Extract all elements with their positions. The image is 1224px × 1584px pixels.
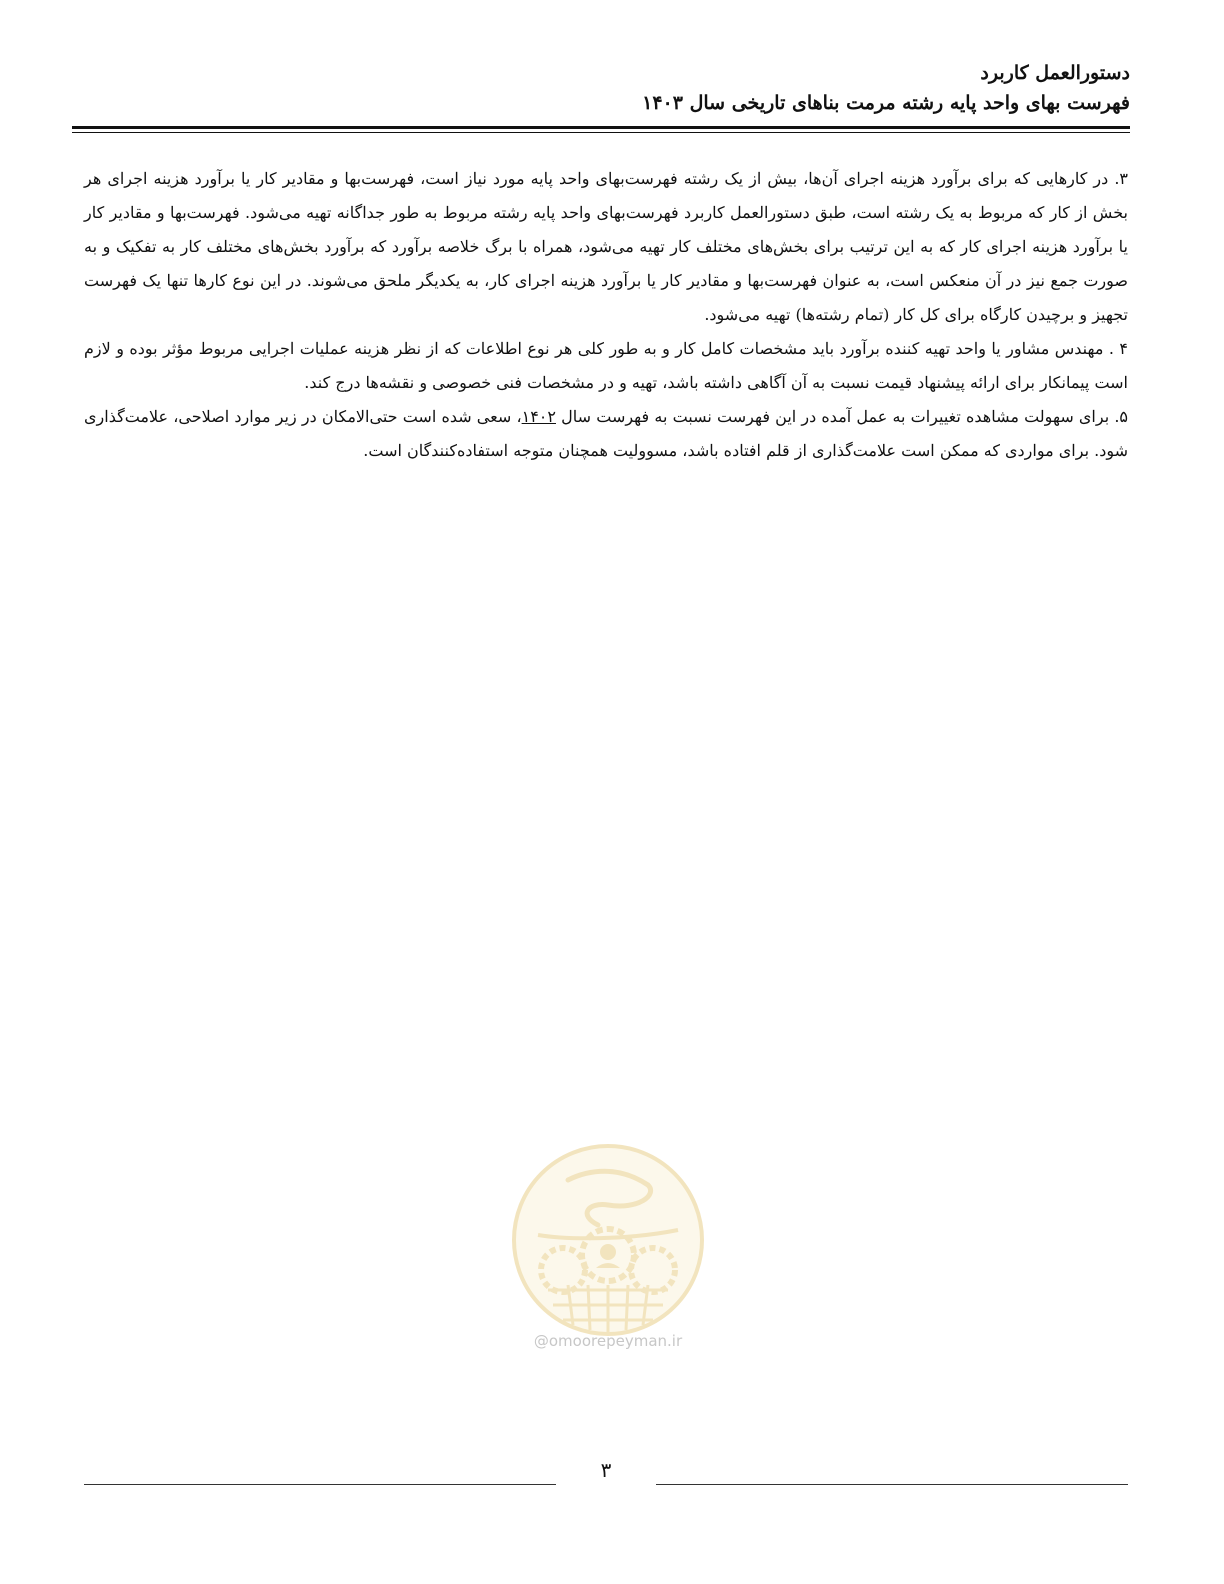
watermark-url: @omoorepeyman.ir bbox=[533, 1332, 683, 1350]
footer-rule-right bbox=[656, 1484, 1128, 1485]
paragraph-5-text-before: ۵. برای سهولت مشاهده تغییرات به عمل آمده در این فهرست نسبت به فهرست سال bbox=[555, 407, 1128, 426]
header-rule-thick bbox=[72, 126, 1130, 129]
watermark-seal-icon bbox=[508, 1140, 708, 1340]
footer-rule-left bbox=[84, 1484, 556, 1485]
paragraph-5-text-after: ، سعی شده است حتی‌الامکان در زیر موارد اصلاحی، علامت‌گذاری شود. برای مواردی که ممکن است علامت‌گذاری از قلم افتاده باشد، مسوولیت همچنان متوجه استفاده‌کنندگان است. bbox=[84, 407, 1128, 460]
body-text bbox=[84, 162, 1128, 468]
header-title: دستورالعمل کاربرد bbox=[980, 62, 1130, 84]
page-header bbox=[72, 58, 1130, 118]
page-number: ۳ bbox=[600, 1458, 612, 1482]
paragraph-5-year: ۱۴۰۲ bbox=[521, 407, 556, 426]
paragraph-4: ۴ . مهندس مشاور یا واحد تهیه کننده برآورد باید مشخصات کامل کار و به طور کلی هر نوع اطلاعات که از نظر هزینه عملیات اجرایی مربوط مؤثر بوده و لازم است پیمانکار برای ارائه پیشنهاد قیمت نسبت به آن آگاهی داشته باشد، تهیه و در مشخصات فنی خصوصی و نقشه‌ها درج کند. bbox=[84, 339, 1128, 392]
paragraph-5 bbox=[84, 400, 1128, 468]
header-subtitle: فهرست بهای واحد پایه رشته مرمت بناهای تاریخی سال ۱۴۰۳ bbox=[642, 92, 1130, 114]
header-rule-thin bbox=[72, 132, 1130, 133]
watermark-logo bbox=[508, 1140, 708, 1340]
paragraph-3: ۳. در کارهایی که برای برآورد هزینه اجرای آن‌ها، بیش از یک رشته فهرست‌بهای واحد پایه مورد نیاز است، فهرست‌بها و مقادیر کار یا برآورد هزینه اجرای هر بخش از کار که مربوط به یک رشته است، طبق دستورالعمل کاربرد فهرست‌بهای واحد پایه رشته مربوط به طور جداگانه تهیه می‌شود. فهرست‌بها و مقادیر کار یا برآورد هزینه اجرای کار که به این ترتیب برای بخش‌های مختلف کار تهیه می‌شود، همراه با برگ خلاصه برآورد که برآورد بخش‌های مختلف کار به تفکیک و به صورت جمع نیز در آن منعکس است، به عنوان فهرست‌بها و مقادیر کار یا برآورد هزینه اجرای کار، به یکدیگر ملحق می‌شوند. در این نوع کارها تنها یک فهرست تجهیز و برچیدن کارگاه برای کل کار (تمام رشته‌ها) تهیه می‌شود. bbox=[84, 169, 1128, 324]
